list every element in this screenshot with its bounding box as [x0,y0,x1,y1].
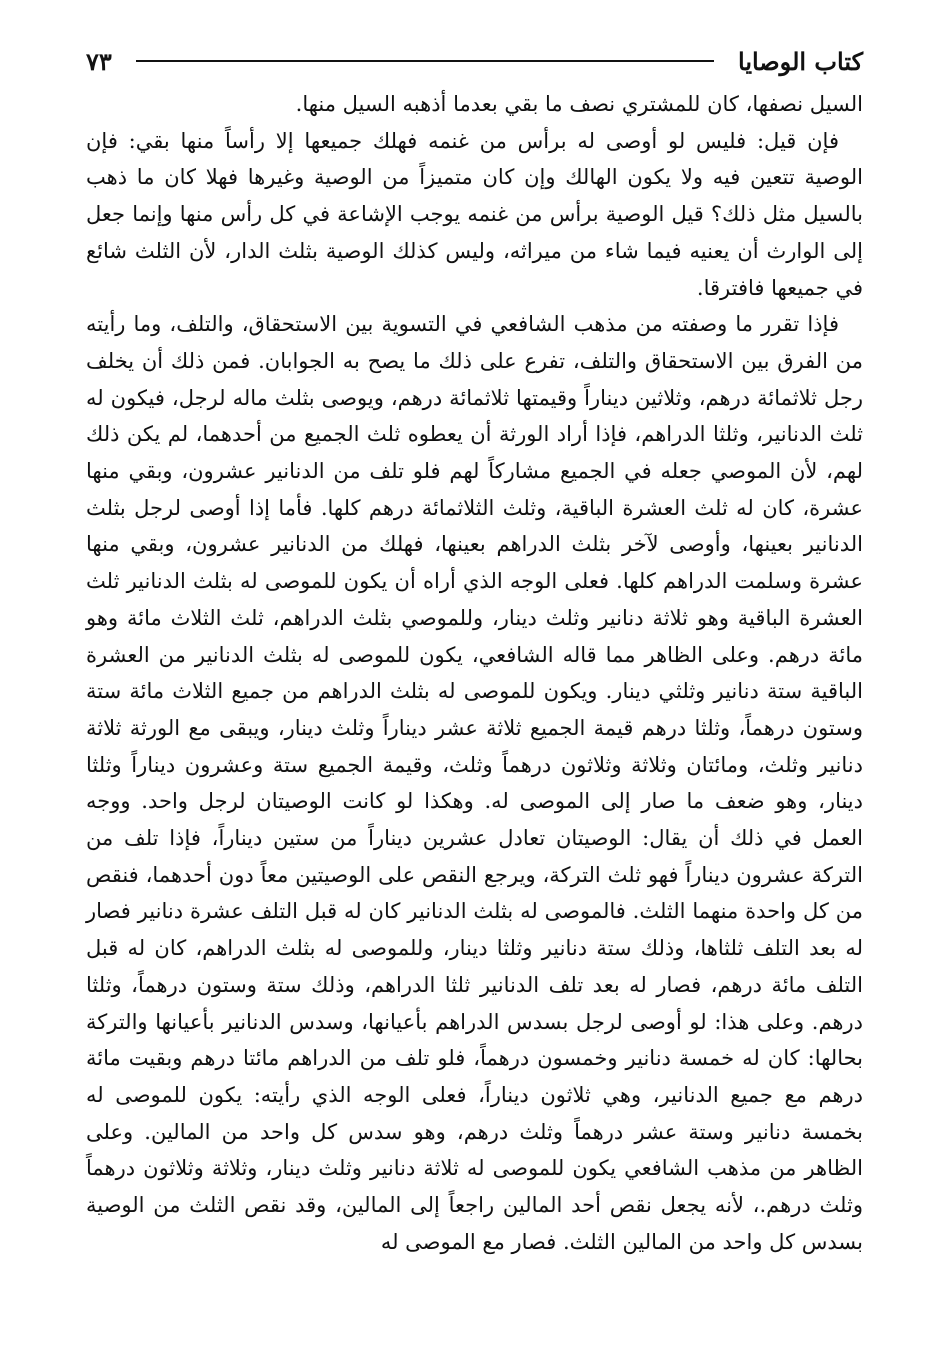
body-text [86,86,863,1261]
paragraph-3: فإذا تقرر ما وصفته من مذهب الشافعي في التسوية بين الاستحقاق، والتلف، وما رأيته من الفرق بين الاستحقاق والتلف، تفرع على ذلك ما يصح به الجوابان. فمن ذلك أن يخلف رجل ثلاثمائة درهم، وثلاثين ديناراً وقيمتها ثلاثمائة درهم، ويوصى بثلث ماله لرجل، فيكون له ثلث الدنانير، وثلثا الدراهم، فإذا أراد الورثة أن يعطوه ثلث الجميع من أحدهما، لم يكن ذلك لهم، لأن الموصي جعله في الجميع مشاركاً لهم فلو تلف من الدنانير عشرون، وبقي منها عشرة، كان له ثلث العشرة الباقية، وثلث الثلاثمائة درهم كلها. فأما إذا أوصى لرجل بثلث الدنانير بعينها، وأوصى لآخر بثلث الدراهم بعينها، فهلك من الدنانير عشرون، وبقي منها عشرة وسلمت الدراهم كلها. فعلى الوجه الذي أراه أن يكون للموصى له بثلث الدنانير ثلث العشرة الباقية وهو ثلاثة دنانير وثلث دينار، وللموصي بثلث الدراهم، ثلث الثلاث مائة وهو مائة درهم. وعلى الظاهر مما قاله الشافعي، يكون للموصى له بثلث الدنانير من العشرة الباقية ستة دنانير وثلثي دينار. ويكون للموصى له بثلث الدراهم من جميع الثلاث مائة ستة وستون درهماً، وثلثا درهم قيمة الجميع ثلاثة عشر ديناراً وثلث دينار، ويبقى مع الورثة ثلاثة دنانير وثلث، ومائتان وثلاثة وثلاثون درهماً وثلث، وقيمة الجميع ستة وعشرون ديناراً وثلثا دينار، وهو ضعف ما صار إلى الموصى له. وهكذا لو كانت الوصيتان لرجل واحد. ووجه العمل في ذلك أن يقال: الوصيتان تعادل عشرين ديناراً من ستين ديناراً، فإذا تلف من التركة عشرون ديناراً فهو ثلث التركة، ويرجع النقص على الوصيتين معاً دون أحدهما، فنقص من كل واحدة منهما الثلث. فالموصى له بثلث الدنانير كان له قبل التلف عشرة دنانير فصار له بعد التلف ثلثاها، وذلك ستة دنانير وثلثا دينار، وللموصى له بثلث الدراهم، كان له قبل التلف مائة درهم، فصار له بعد تلف الدنانير ثلثا الدراهم، وذلك ستة وستون درهماً، وثلثا درهم. وعلى هذا: لو أوصى لرجل بسدس الدراهم بأعيانها، وسدس الدنانير بأعيانها والتركة بحالها: كان له خمسة دنانير وخمسون درهماً، فلو تلف من الدراهم مائتا درهم وبقيت مائة درهم مع جميع الدنانير، وهي ثلاثون ديناراً، فعلى الوجه الذي رأيته: يكون للموصى له بخمسة دنانير وستة عشر درهماً وثلث درهم، وهو سدس كل واحد من المالين. وعلى الظاهر من مذهب الشافعي يكون للموصى له ثلاثة دنانير وثلث دينار، وثلاثة وثلاثون درهماً وثلث درهم.، لأنه يجعل نقص أحد المالين راجعاً إلى المالين، وقد نقص الثلث من الوصية بسدس كل واحد من المالين الثلث. فصار مع الموصى له [86,312,863,1254]
paragraph-1: السيل نصفها، كان للمشتري نصف ما بقي بعدما أذهبه السيل منها. [295,92,863,116]
page-header [86,36,863,86]
paragraph-2: فإن قيل: فليس لو أوصى له برأس من غنمه فهلك جميعها إلا رأساً منها بقي: فإن الوصية تتعين فيه ولا يكون الهالك وإن كان متميزاً من الوصية وغيرها فهلا كان ما ذهب بالسيل مثل ذلك؟ قيل الوصية برأس من غنمه يوجب الإشاعة في كل رأس منها وإنما جعل إلى الوارث أن يعنيه فيما شاء من ميراثه، وليس كذلك الوصية بثلث الدار، لأن الثلث شائع في جميعها فافترقا. [86,128,863,300]
chapter-title: كتاب الوصايا [738,46,863,76]
header-rule [136,60,714,62]
page-number: ٧٣ [86,46,112,76]
